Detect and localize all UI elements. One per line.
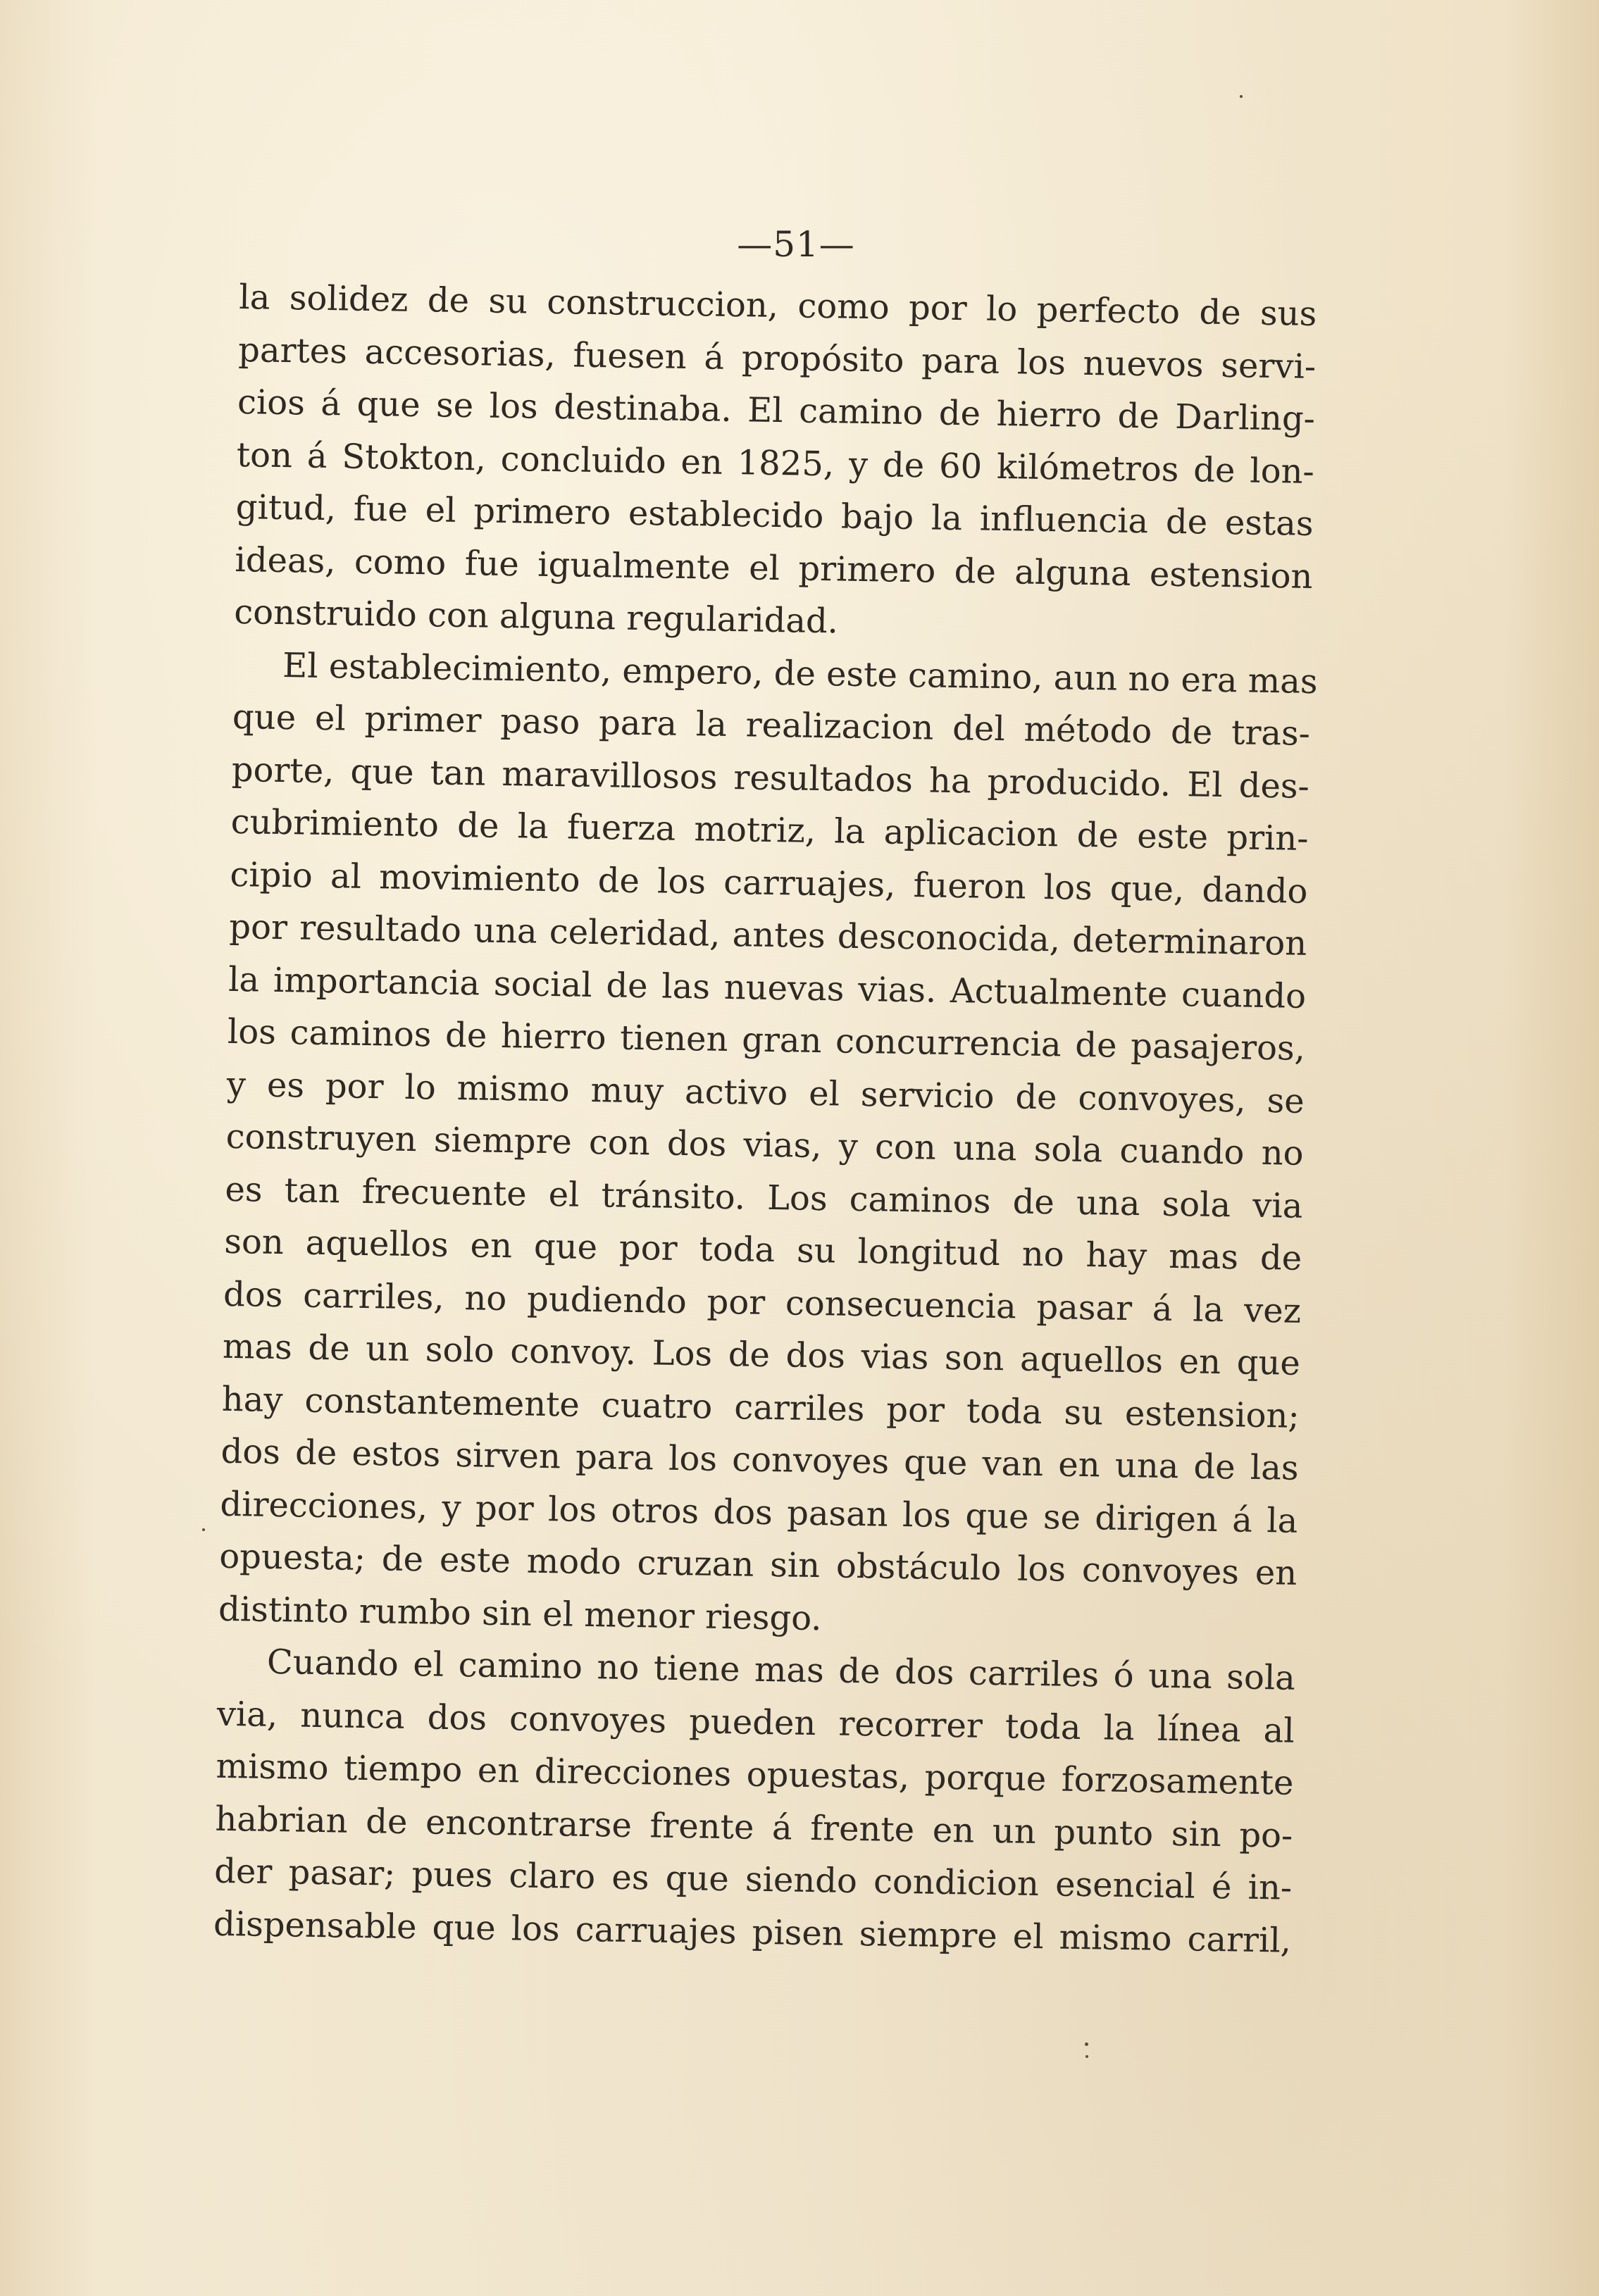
text-line: los caminos de hierro tienen gran concurrencia de pasajeros,: [227, 1011, 1306, 1068]
text-line: mismo tiempo en direcciones opuestas, porque forzosamente: [216, 1746, 1294, 1803]
text-line: dos carriles, no pudiendo por consecuencia pasar á la vez: [223, 1274, 1302, 1331]
text-line: ton á Stokton, concluido en 1825, y de 60 kilómetros de lon-: [236, 435, 1315, 492]
text-line: y es por lo mismo muy activo el servicio de convoyes, se: [226, 1064, 1305, 1121]
page-number: —51—: [737, 224, 855, 265]
paragraph-1: [234, 271, 1317, 655]
text-line: dos de estos sirven para los convoyes que van en una de las: [220, 1431, 1299, 1488]
text-line: es tan frecuente el tránsito. Los caminos de una sola via: [225, 1169, 1303, 1226]
paper-speck: [1085, 2042, 1088, 2046]
text-line: der pasar; pues claro es que siendo condicion esencial é in-: [213, 1851, 1293, 1908]
paper-speck: [202, 1528, 205, 1531]
text-line: la importancia social de las nuevas vias. Actualmente cuando: [228, 959, 1307, 1016]
text-line: la solidez de su construccion, como por lo perfecto de sus: [238, 277, 1317, 335]
text-line: cios á que se los destinaba. El camino de hierro de Darling-: [237, 382, 1316, 439]
text-line: que el primer paso para la realizacion del método de tras-: [232, 697, 1311, 754]
text-line: distinto rumbo sin el menor riesgo.: [218, 1589, 822, 1638]
text-line: Cuando el camino no tiene mas de dos carriles ó una sola: [266, 1642, 1296, 1698]
text-line: hay constantemente cuatro carriles por toda su estension;: [221, 1379, 1300, 1436]
paragraph-3: [213, 1635, 1296, 1967]
text-line: El establecimiento, empero, de este camino, aun no era mas: [282, 645, 1318, 701]
text-line: ideas, como fue igualmente el primero de alguna estension: [235, 539, 1313, 597]
paragraph-2: [218, 638, 1318, 1652]
text-line: partes accesorias, fuesen á propósito para los nuevos servi-: [237, 330, 1317, 387]
text-line: cipio al movimiento de los carruajes, fueron los que, dando: [230, 854, 1308, 911]
body-text: [213, 271, 1317, 1967]
text-line: gitud, fue el primero establecido bajo la influencia de estas: [235, 487, 1314, 544]
paper-speck: [1085, 2055, 1088, 2058]
text-line: direcciones, y por los otros dos pasan los que se dirigen á la: [220, 1484, 1298, 1541]
text-line: opuesta; de este modo cruzan sin obstáculo los convoyes en: [218, 1536, 1298, 1593]
text-line: via, nunca dos convoyes pueden recorrer toda la línea al: [216, 1694, 1295, 1751]
text-line: dispensable que los carruajes pisen siempre el mismo carril,: [213, 1904, 1292, 1961]
text-line: habrian de encontrarse frente á frente en un punto sin po-: [215, 1799, 1293, 1856]
text-line: cubrimiento de la fuerza motriz, la aplicacion de este prin-: [230, 801, 1309, 859]
text-line: son aquellos en que por toda su longitud no hay mas de: [223, 1221, 1302, 1278]
text-line: porte, que tan maravillosos resultados ha producido. El des-: [231, 749, 1310, 806]
text-line: construido con alguna regularidad.: [233, 592, 839, 642]
text-line: construyen siempre con dos vias, y con una sola cuando no: [225, 1116, 1304, 1173]
paper-speck: [1240, 95, 1243, 98]
text-line: mas de un solo convoy. Los de dos vias son aquellos en que: [222, 1326, 1301, 1383]
text-line: por resultado una celeridad, antes desconocida, determinaron: [228, 906, 1307, 963]
